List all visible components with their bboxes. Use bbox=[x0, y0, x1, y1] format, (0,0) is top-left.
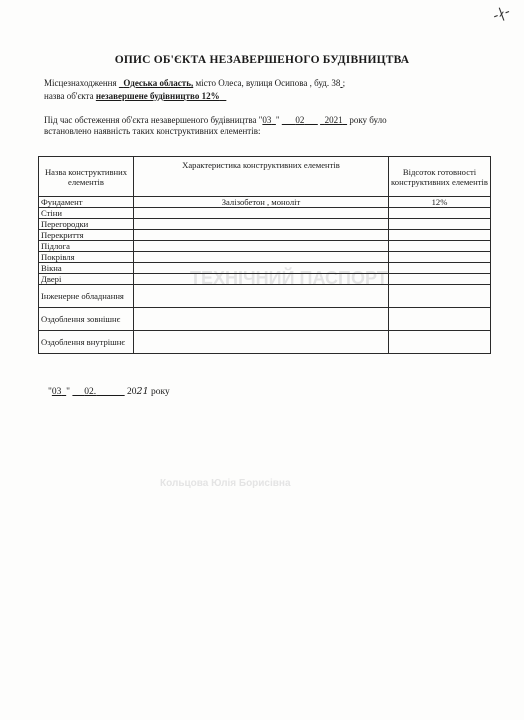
row-name: Вікна bbox=[39, 263, 134, 274]
table-row bbox=[39, 219, 491, 230]
row-name: Підлога bbox=[39, 241, 134, 252]
row-characteristic bbox=[134, 274, 389, 285]
header-readiness: Відсоток готовності конструктивних елементів bbox=[389, 157, 491, 197]
table-row bbox=[39, 263, 491, 274]
row-characteristic bbox=[134, 308, 389, 331]
row-readiness bbox=[389, 252, 491, 263]
location-region: Одеська область, bbox=[123, 78, 194, 88]
row-readiness bbox=[389, 230, 491, 241]
table-row bbox=[39, 252, 491, 263]
row-characteristic bbox=[134, 219, 389, 230]
row-characteristic bbox=[134, 263, 389, 274]
survey-month: 02 bbox=[295, 115, 305, 125]
location-label: Місцезнаходження bbox=[44, 78, 117, 88]
document-title: ОПИС ОБ'ЄКТА НЕЗАВЕРШЕНОГО БУДІВНИЦТВА bbox=[114, 54, 410, 66]
bleed-through-stamp: ТЕХНІЧНИЙ ПАСПОРТ bbox=[190, 268, 388, 288]
header-characteristic: Характеристика конструктивних елементів bbox=[134, 157, 389, 197]
survey-quote: " bbox=[275, 115, 280, 125]
row-characteristic bbox=[134, 230, 389, 241]
row-name: Оздоблення внутрішнє bbox=[39, 331, 134, 354]
object-name-label: назва об'єкта bbox=[44, 91, 94, 101]
object-name-value: незавершене будівництво 12% bbox=[95, 91, 220, 101]
survey-suffix: року було bbox=[349, 115, 387, 125]
row-name: Стіни bbox=[39, 208, 134, 219]
survey-year: 2021 bbox=[324, 115, 343, 125]
row-readiness bbox=[389, 219, 491, 230]
row-readiness bbox=[389, 263, 491, 274]
row-readiness bbox=[389, 331, 491, 354]
row-readiness: 12% bbox=[389, 197, 491, 208]
table-row bbox=[39, 285, 491, 308]
corner-handwritten-mark: -∤- bbox=[490, 3, 513, 25]
table-row bbox=[39, 241, 491, 252]
row-characteristic: Залізобетон , моноліт bbox=[134, 197, 389, 208]
row-readiness bbox=[389, 208, 491, 219]
footer-year-handwritten: 21 bbox=[136, 386, 149, 397]
table-row bbox=[39, 308, 491, 331]
row-name: Інженерне обладнання bbox=[39, 285, 134, 308]
survey-prefix: Під час обстеження об'єкта незавершеного будівництва " bbox=[44, 115, 263, 125]
footer-suffix: року bbox=[151, 387, 170, 397]
row-characteristic bbox=[134, 285, 389, 308]
location-end: ; bbox=[342, 78, 346, 88]
footer-date bbox=[48, 386, 170, 397]
row-characteristic bbox=[134, 208, 389, 219]
row-name: Оздоблення зовнішнє bbox=[39, 308, 134, 331]
survey-line bbox=[44, 115, 387, 125]
row-name: Покрівля bbox=[39, 252, 134, 263]
footer-day: 03 bbox=[51, 387, 62, 397]
table-row bbox=[39, 208, 491, 219]
table-row bbox=[39, 230, 491, 241]
table-row bbox=[39, 331, 491, 354]
footer-year-prefix: 20 bbox=[127, 387, 137, 397]
row-characteristic bbox=[134, 252, 389, 263]
row-name: Двері bbox=[39, 274, 134, 285]
footer-month: 02. bbox=[84, 387, 97, 397]
row-readiness bbox=[389, 308, 491, 331]
row-readiness bbox=[389, 274, 491, 285]
row-name: Фундамент bbox=[39, 197, 134, 208]
table-row bbox=[39, 197, 491, 208]
row-readiness bbox=[389, 285, 491, 308]
footer-quote-close: " bbox=[66, 387, 71, 397]
object-name-line bbox=[44, 91, 226, 101]
row-readiness bbox=[389, 241, 491, 252]
survey-line-2: встановлено наявність таких конструктивних елементів: bbox=[44, 126, 261, 136]
row-characteristic bbox=[134, 331, 389, 354]
header-element-name: Назва конструктивних елементів bbox=[39, 157, 134, 197]
bleed-through-name: Кольцова Юлія Борисівна bbox=[160, 478, 291, 489]
location-line bbox=[44, 78, 345, 88]
row-name: Перегородки bbox=[39, 219, 134, 230]
survey-day: 03 bbox=[262, 115, 272, 125]
constructive-elements-table bbox=[38, 156, 491, 354]
row-characteristic bbox=[134, 241, 389, 252]
table-row bbox=[39, 274, 491, 285]
footer-quote-open: " bbox=[48, 387, 52, 397]
row-name: Перекриття bbox=[39, 230, 134, 241]
location-rest: місто Олеса, вулиця Осипова , буд. 38 bbox=[195, 78, 341, 88]
